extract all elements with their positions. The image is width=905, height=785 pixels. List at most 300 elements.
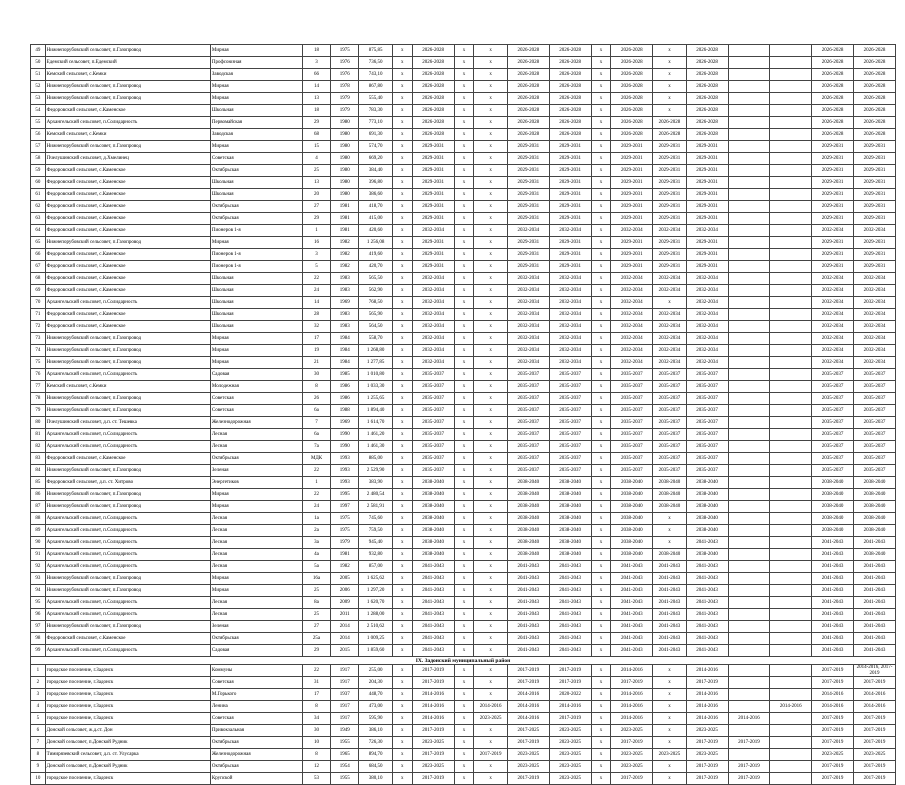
row-number-cell: 92 [31,561,46,573]
table-cell [728,453,770,465]
settlement-cell: Нижнепорубовский сельсовет, п.Газопровод [45,93,210,105]
table-cell: 2041-2043 [854,585,896,597]
table-cell: 22 [302,665,330,677]
settlement-cell: Федоровский сельсовет, с.Каменское [45,105,210,117]
table-cell: 2041-2043 [412,609,454,621]
table-cell: х [474,69,507,81]
table-cell: 2041-2043 [686,633,728,645]
table-cell: х [392,773,412,785]
table-row [31,689,896,701]
table-cell: 1954 [331,761,359,773]
table-cell: 2041-2043 [507,597,549,609]
table-cell: 2014-2016 [854,689,896,701]
table-cell: 2041-2043 [611,621,653,633]
table-cell: 2017-2019 [812,761,854,773]
table-cell: 5а [302,561,330,573]
table-cell: 1981 [331,201,359,213]
table-cell [770,297,812,309]
table-cell: 2014-2016 [549,701,591,713]
table-cell: 1983 [331,321,359,333]
table-cell: х [591,57,611,69]
table-cell: 2041-2043 [854,633,896,645]
street-cell: Школьная [210,297,302,309]
street-cell: Мирная [210,141,302,153]
table-cell: 22 [302,465,330,477]
table-cell: 2026-2028 [611,57,653,69]
table-cell: 2032-2034 [549,225,591,237]
table-cell: 2032-2034 [412,309,454,321]
table-cell: 2041-2043 [549,585,591,597]
table-cell: 2038-2040 [611,477,653,489]
table-cell: 2017-2019 [854,725,896,737]
table-cell: 29 [302,117,330,129]
table-cell: х [454,561,474,573]
settlement-cell: Нижнепорубовский сельсовет, п.Газопровод [45,489,210,501]
table-cell: 2035-2037 [549,417,591,429]
table-cell: х [392,501,412,513]
street-cell: Советская [210,677,302,689]
table-cell: х [474,633,507,645]
table-cell: х [454,537,474,549]
table-cell: х [591,81,611,93]
table-cell: 2032-2034 [507,333,549,345]
table-cell: 2041-2043 [686,573,728,585]
row-number-cell: 86 [31,489,46,501]
table-cell: х [474,201,507,213]
table-cell: х [474,285,507,297]
row-number-cell: 84 [31,465,46,477]
table-cell: 1955 [331,737,359,749]
table-cell: 2032-2034 [812,333,854,345]
table-cell: 2035-2037 [549,393,591,405]
table-cell [728,117,770,129]
table-cell: х [392,737,412,749]
table-cell: 31 [302,677,330,689]
table-cell: 2038-2040 [854,513,896,525]
table-cell [728,273,770,285]
table-row [31,285,896,297]
table-cell: 745,60 [359,513,392,525]
table-cell: х [474,489,507,501]
table-cell: х [392,749,412,761]
table-cell: 1 894,40 [359,405,392,417]
table-cell: 2038-2040 [549,513,591,525]
table-cell: 2041-2043 [507,645,549,657]
table-cell: 1981 [331,549,359,561]
table-cell [770,665,812,677]
table-cell: х [454,309,474,321]
table-cell: х [474,333,507,345]
table-cell: 2017-2019 [549,713,591,725]
table-cell: 1 461,30 [359,441,392,453]
table-cell: х [653,677,686,689]
table-cell: 1982 [331,249,359,261]
table-cell: 2023-2025 [854,749,896,761]
table-cell [728,621,770,633]
table-cell: 1980 [331,177,359,189]
table-cell [728,81,770,93]
table-cell: 420,60 [359,225,392,237]
table-cell: 1 033,30 [359,381,392,393]
table-cell: 2038-2040 [412,525,454,537]
table-cell: х [591,429,611,441]
row-number-cell: 50 [31,57,46,69]
table-cell: 2038-2040 [686,489,728,501]
table-row [31,585,896,597]
table-cell: х [591,381,611,393]
table-cell: х [591,273,611,285]
table-cell: х [653,689,686,701]
table-cell: 1 268,80 [359,345,392,357]
table-cell: 2017-2019 [686,737,728,749]
table-cell: 2038-2040 [549,537,591,549]
street-cell: Коммуны [210,665,302,677]
table-cell [728,285,770,297]
table-cell: х [454,645,474,657]
table-cell: 2041-2043 [412,645,454,657]
table-cell: 2014-2016 [507,713,549,725]
table-cell: 1 288,00 [359,609,392,621]
table-cell: 1 859,60 [359,645,392,657]
table-cell: х [392,477,412,489]
table-cell: х [392,273,412,285]
table-cell: 2035-2037 [686,441,728,453]
table-cell: 2017-2019 [728,737,770,749]
table-cell: 565,50 [359,273,392,285]
table-cell: 14 [302,81,330,93]
table-cell: 2029-2031 [611,153,653,165]
table-cell: 2032-2034 [812,357,854,369]
table-cell [728,177,770,189]
table-cell: 2032-2034 [549,285,591,297]
table-cell: 2041-2043 [653,645,686,657]
table-cell: 396,80 [359,177,392,189]
table-cell [770,441,812,453]
table-cell: х [474,645,507,657]
table-cell: 2035-2037 [812,369,854,381]
table-row [31,561,896,573]
table-cell: 2035-2037 [686,429,728,441]
table-cell: 2029-2031 [686,177,728,189]
row-number-cell: 63 [31,213,46,225]
table-cell: х [392,665,412,677]
table-cell [770,609,812,621]
table-cell: х [392,513,412,525]
table-cell: 2032-2034 [549,333,591,345]
row-number-cell: 54 [31,105,46,117]
table-cell: х [474,225,507,237]
table-cell: 2041-2043 [854,537,896,549]
row-number-cell: 52 [31,81,46,93]
table-cell: 2041-2043 [686,597,728,609]
table-cell: 2038-2040 [507,537,549,549]
table-cell: х [474,249,507,261]
table-cell: 2032-2034 [854,309,896,321]
table-cell: х [591,701,611,713]
table-cell: 2029-2031 [653,261,686,273]
table-cell [770,773,812,785]
table-cell: 2026-2028 [412,129,454,141]
row-number-cell: 5 [31,713,46,725]
table-cell [770,249,812,261]
table-cell: 2023-2025 [686,749,728,761]
table-cell: х [653,93,686,105]
table-cell: 2014-2016 [728,713,770,725]
table-cell: 2029-2031 [854,189,896,201]
table-cell: х [454,69,474,81]
table-cell: х [653,297,686,309]
table-cell: 2026-2028 [549,93,591,105]
table-cell: 2026-2028 [507,129,549,141]
table-cell: 2032-2034 [549,321,591,333]
table-cell: 16 [302,237,330,249]
row-number-cell: 77 [31,381,46,393]
table-cell: 2032-2034 [507,309,549,321]
table-cell: х [474,621,507,633]
row-number-cell: 8 [31,749,46,761]
table-cell: 2032-2034 [686,333,728,345]
table-cell: 2029-2031 [507,237,549,249]
table-cell: 2038-2040 [686,525,728,537]
table-cell: х [591,677,611,689]
settlement-cell: Федоровский сельсовет, с.Каменское [45,189,210,201]
table-cell: х [392,285,412,297]
table-cell: 1937 [331,689,359,701]
table-cell: х [591,213,611,225]
table-cell: х [474,117,507,129]
table-cell: 2035-2037 [611,405,653,417]
table-row [31,105,896,117]
table-cell: х [591,501,611,513]
table-cell: 2035-2037 [412,405,454,417]
table-cell: 2032-2034 [507,297,549,309]
table-cell: 2041-2043 [653,633,686,645]
table-cell: х [454,105,474,117]
table-row [31,453,896,465]
table-cell [728,297,770,309]
table-cell: 255,00 [359,665,392,677]
table-cell: 2038-2040 [854,525,896,537]
table-cell: х [474,689,507,701]
table-cell: 8 [302,381,330,393]
street-cell: М.Горького [210,689,302,701]
table-cell: 2032-2034 [686,297,728,309]
street-cell: Октябрьская [210,761,302,773]
table-cell: 1 277,85 [359,357,392,369]
settlement-cell: Архангельский сельсовет, п.Солидарность [45,369,210,381]
table-cell [728,725,770,737]
table-cell: 25 [302,609,330,621]
table-cell: 2029-2031 [412,237,454,249]
table-cell: х [653,57,686,69]
street-cell: Крупской [210,773,302,785]
table-cell: 2029-2031 [854,237,896,249]
table-cell: 2041-2043 [507,621,549,633]
table-cell: 2026-2028 [686,117,728,129]
row-number-cell: 95 [31,597,46,609]
street-cell: Железнодорожная [210,749,302,761]
table-cell: 2029-2031 [549,141,591,153]
table-cell: 2026-2028 [854,105,896,117]
table-cell: 2035-2037 [812,441,854,453]
table-cell: 1990 [331,429,359,441]
table-cell: 2023-2025 [611,749,653,761]
table-cell [728,345,770,357]
table-cell: х [474,165,507,177]
table-cell: 2017-2019 [611,773,653,785]
document-table-area [30,44,896,785]
street-cell: Лесная [210,561,302,573]
table-cell: х [454,465,474,477]
table-cell: 2029-2031 [653,165,686,177]
table-cell: 2032-2034 [686,309,728,321]
table-row [31,69,896,81]
table-cell: 2029-2031 [412,153,454,165]
table-cell: 2035-2037 [653,441,686,453]
table-cell: 558,70 [359,333,392,345]
table-cell [770,237,812,249]
table-cell: 2041-2043 [854,609,896,621]
table-cell [770,261,812,273]
street-cell: Садовая [210,645,302,657]
settlement-cell: Донской сельсовет, п.Донской Рудник [45,737,210,749]
table-cell: х [474,513,507,525]
table-cell: 2014-2016 [854,701,896,713]
street-cell: Мирная [210,237,302,249]
table-cell: х [474,141,507,153]
table-cell: х [392,489,412,501]
table-cell: 2038-2040 [653,549,686,561]
table-cell: 1917 [331,677,359,689]
table-cell [728,381,770,393]
table-cell: 2035-2037 [611,369,653,381]
street-cell: Мирная [210,345,302,357]
table-cell: 2032-2034 [653,285,686,297]
table-cell: х [454,333,474,345]
table-cell: 22 [302,273,330,285]
table-cell: х [454,689,474,701]
settlement-cell: Нижнепорубовский сельсовет, п.Газопровод [45,357,210,369]
table-cell: х [392,153,412,165]
table-cell: 2032-2034 [812,345,854,357]
table-cell: 1982 [331,237,359,249]
table-cell: 2038-2040 [812,477,854,489]
table-cell: 2035-2037 [686,405,728,417]
table-cell: 2038-2040 [507,489,549,501]
table-cell [770,333,812,345]
table-cell: 2032-2034 [653,225,686,237]
table-cell: 2032-2034 [854,345,896,357]
table-cell: х [591,309,611,321]
table-cell: х [454,501,474,513]
settlement-cell: Архангельский сельсовет, п.Солидарность [45,525,210,537]
table-cell: 2029-2031 [686,189,728,201]
table-cell: х [454,633,474,645]
table-cell: х [474,597,507,609]
table-cell: 2041-2043 [854,561,896,573]
table-cell: 2041-2043 [812,561,854,573]
table-cell: 20 [302,189,330,201]
table-cell: 13 [302,177,330,189]
table-cell: х [454,225,474,237]
table-cell: 2038-2040 [507,525,549,537]
table-cell: 2041-2043 [611,573,653,585]
table-cell: х [454,285,474,297]
table-cell [728,609,770,621]
table-cell [770,357,812,369]
table-cell: 564,50 [359,321,392,333]
table-cell: 2017-2019 [812,773,854,785]
settlement-cell: Архангельский сельсовет, п.Солидарность [45,429,210,441]
table-cell: 2038-2040 [507,549,549,561]
table-cell: 2032-2034 [686,345,728,357]
table-row [31,393,896,405]
table-cell: 2029-2031 [611,177,653,189]
settlement-cell: Архангельский сельсовет, п.Солидарность [45,537,210,549]
settlement-cell: Архангельский сельсовет, п.Солидарность [45,597,210,609]
table-cell: 2029-2031 [812,213,854,225]
table-cell: 2038-2040 [412,489,454,501]
street-cell: Первомайская [210,117,302,129]
table-cell: 386,10 [359,725,392,737]
table-cell: 2026-2028 [686,69,728,81]
table-cell: х [474,737,507,749]
table-cell: 2038-2040 [549,501,591,513]
table-cell: х [392,321,412,333]
table-cell: 2026-2028 [653,117,686,129]
table-cell: х [392,621,412,633]
table-cell: х [392,677,412,689]
table-cell: 773,10 [359,117,392,129]
table-cell: 2038-2040 [854,489,896,501]
settlement-cell: городское поселение, г.Задонск [45,677,210,689]
settlement-cell: Едемский сельсовет, п.Едемский [45,57,210,69]
settlement-cell: Кемский сельсовет, с.Кемки [45,381,210,393]
table-cell: 2026-2028 [549,81,591,93]
row-number-cell: 62 [31,201,46,213]
table-cell: 1984 [331,345,359,357]
table-cell: 2029-2031 [507,153,549,165]
table-cell: х [454,273,474,285]
table-cell [770,105,812,117]
table-cell: 2035-2037 [653,453,686,465]
settlement-cell: Нижнепорубовский сельсовет, п.Газопровод [45,501,210,513]
street-cell: Советская [210,393,302,405]
table-cell: 2011 [331,609,359,621]
table-row [31,417,896,429]
street-cell: Школьная [210,177,302,189]
table-cell: 2026-2028 [611,69,653,81]
table-cell: 2014-2016 [611,713,653,725]
table-cell [770,381,812,393]
table-cell: 2029-2031 [854,153,896,165]
table-cell: х [591,321,611,333]
table-cell: х [392,177,412,189]
table-cell: 2041-2043 [549,609,591,621]
table-cell: 3а [302,537,330,549]
table-cell: 691,30 [359,129,392,141]
table-cell [728,225,770,237]
table-cell: 2035-2037 [812,381,854,393]
table-cell: х [392,45,412,57]
table-cell: 875,85 [359,45,392,57]
row-number-cell: 65 [31,237,46,249]
table-cell: х [454,405,474,417]
table-cell: 2032-2034 [507,357,549,369]
table-cell: 2026-2028 [812,129,854,141]
table-cell: 2029-2031 [507,141,549,153]
street-cell: Зеленая [210,621,302,633]
